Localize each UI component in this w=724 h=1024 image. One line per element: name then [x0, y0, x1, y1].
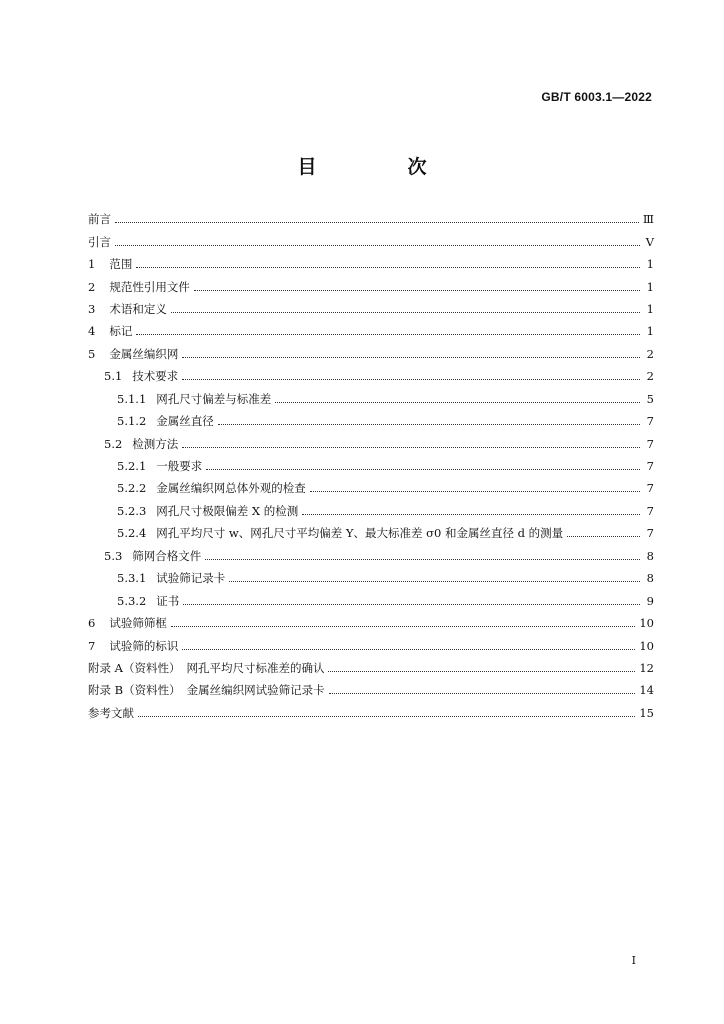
toc-entry-title: 证书 — [156, 593, 180, 608]
toc-entry-title: 试验筛记录卡 — [156, 571, 226, 586]
toc-entry-number: 5.2.2 — [117, 481, 147, 496]
leader-dots — [115, 221, 639, 223]
leader-dots — [182, 356, 640, 358]
toc-entry-page: 12 — [639, 660, 654, 675]
toc-entry-page: 7 — [646, 503, 654, 518]
toc-entry-introduction[interactable] — [88, 230, 654, 252]
toc-entry-title: 网孔平均尺寸 w、网孔尺寸平均偏差 Y、最大标准差 σ0 和金属丝直径 d 的测量 — [156, 526, 564, 541]
toc-entry-5-2-2[interactable] — [88, 477, 654, 499]
toc-entry-page: 14 — [639, 683, 654, 698]
toc-entry-page: 7 — [646, 481, 654, 496]
toc-entry-number: 7 — [88, 638, 96, 653]
toc-entry-number: 5.3.1 — [117, 571, 147, 586]
toc-entry-page: 8 — [646, 571, 654, 586]
leader-dots — [183, 603, 640, 605]
toc-entry-5-1[interactable] — [88, 365, 654, 387]
leader-dots — [205, 558, 640, 560]
leader-dots — [567, 535, 640, 537]
toc-entry-title: 试验筛筛框 — [109, 616, 167, 631]
toc-entry-title: 金属丝编织网总体外观的检查 — [156, 481, 306, 496]
toc-entry-title: 筛网合格文件 — [132, 548, 202, 563]
toc-entry-page: 10 — [639, 616, 654, 631]
leader-dots — [194, 289, 640, 291]
toc-entry-number: 5.2.3 — [117, 503, 147, 518]
leader-dots — [138, 715, 635, 717]
toc-entry-4[interactable] — [88, 320, 654, 342]
toc-entry-5-2-1[interactable] — [88, 455, 654, 477]
toc-entry-title: 网孔尺寸偏差与标准差 — [156, 391, 272, 406]
leader-dots — [136, 333, 640, 335]
toc-entry-number: 5.3 — [104, 548, 123, 563]
toc-entry-number: 2 — [88, 279, 96, 294]
toc-entry-title: 规范性引用文件 — [109, 279, 190, 294]
toc-entry-5-1-2[interactable] — [88, 410, 654, 432]
toc-entry-page: 2 — [646, 346, 654, 361]
leader-dots — [328, 670, 635, 672]
toc-entry-title: 网孔尺寸极限偏差 X 的检测 — [156, 503, 299, 518]
leader-dots — [182, 648, 635, 650]
leader-dots — [206, 468, 640, 470]
toc-entry-5-3-2[interactable] — [88, 589, 654, 611]
toc-entry-page: 7 — [646, 414, 654, 429]
toc-entry-number: 5.2.4 — [117, 526, 147, 541]
toc-entry-page: 7 — [646, 526, 654, 541]
toc-entry-title: 检测方法 — [132, 436, 179, 451]
leader-dots — [218, 423, 640, 425]
toc-entry-title: 试验筛的标识 — [109, 638, 179, 653]
toc-entry-number: 1 — [88, 257, 96, 272]
toc-entry-number: 5 — [88, 346, 96, 361]
toc-entry-number: 5.2 — [104, 436, 123, 451]
toc-entry-title: 一般要求 — [156, 459, 203, 474]
toc-entry-title: 金属丝编织网试验筛记录卡 — [186, 683, 325, 698]
toc-entry-page: Ⅴ — [645, 234, 654, 249]
toc-entry-annex-a[interactable] — [88, 657, 654, 679]
toc-entry-5-3-1[interactable] — [88, 567, 654, 589]
toc-entry-3[interactable] — [88, 298, 654, 320]
toc-entry-title: 网孔平均尺寸标准差的确认 — [186, 660, 325, 675]
toc-entry-5-2[interactable] — [88, 432, 654, 454]
toc-entry-number: 5.3.2 — [117, 593, 147, 608]
standard-code: GB/T 6003.1—2022 — [541, 90, 652, 104]
toc-entry-title: 技术要求 — [132, 369, 179, 384]
toc-entry-title: 范围 — [109, 257, 133, 272]
toc-entry-5-2-4[interactable] — [88, 522, 654, 544]
toc-entry-5-2-3[interactable] — [88, 500, 654, 522]
toc-entry-2[interactable] — [88, 275, 654, 297]
table-of-contents — [88, 208, 654, 724]
leader-dots — [182, 446, 640, 448]
toc-entry-page: 1 — [646, 301, 654, 316]
toc-entry-page: 1 — [646, 324, 654, 339]
toc-entry-title: 参考文献 — [88, 705, 134, 720]
toc-entry-page: 8 — [646, 548, 654, 563]
toc-entry-number: 3 — [88, 301, 96, 316]
toc-entry-number: 4 — [88, 324, 96, 339]
leader-dots — [302, 513, 640, 515]
toc-entry-foreword[interactable] — [88, 208, 654, 230]
leader-dots — [275, 401, 640, 403]
toc-entry-page: 9 — [646, 593, 654, 608]
toc-entry-number: 5.2.1 — [117, 459, 147, 474]
page-number: I — [631, 954, 636, 967]
toc-entry-page: 5 — [646, 391, 654, 406]
toc-entry-number: 附录 A（资料性） — [88, 660, 181, 675]
toc-entry-title: 术语和定义 — [109, 301, 167, 316]
toc-entry-bibliography[interactable] — [88, 702, 654, 724]
toc-entry-5[interactable] — [88, 343, 654, 365]
toc-entry-number: 5.1 — [104, 369, 123, 384]
toc-entry-page: 1 — [646, 257, 654, 272]
leader-dots — [229, 580, 640, 582]
toc-entry-annex-b[interactable] — [88, 679, 654, 701]
leader-dots — [182, 378, 640, 380]
toc-entry-6[interactable] — [88, 612, 654, 634]
leader-dots — [115, 244, 640, 246]
toc-entry-title: 金属丝编织网 — [109, 346, 179, 361]
toc-entry-number: 6 — [88, 616, 96, 631]
toc-entry-title: 金属丝直径 — [156, 414, 214, 429]
leader-dots — [171, 311, 640, 313]
toc-entry-page: 15 — [639, 705, 654, 720]
toc-entry-title: 前言 — [88, 212, 111, 227]
toc-entry-7[interactable] — [88, 634, 654, 656]
toc-entry-number: 5.1.2 — [117, 414, 147, 429]
toc-entry-page: 7 — [646, 459, 654, 474]
toc-entry-1[interactable] — [88, 253, 654, 275]
toc-entry-5-3[interactable] — [88, 545, 654, 567]
toc-entry-page: 1 — [646, 279, 654, 294]
toc-entry-page: 7 — [646, 436, 654, 451]
toc-entry-page: 10 — [639, 638, 654, 653]
leader-dots — [329, 692, 636, 694]
leader-dots — [136, 266, 640, 268]
toc-entry-title: 标记 — [109, 324, 133, 339]
toc-entry-number: 5.1.1 — [117, 391, 147, 406]
toc-entry-title: 引言 — [88, 234, 111, 249]
leader-dots — [310, 490, 640, 492]
leader-dots — [171, 625, 636, 627]
toc-entry-number: 附录 B（资料性） — [88, 683, 181, 698]
toc-entry-page: 2 — [646, 369, 654, 384]
toc-entry-5-1-1[interactable] — [88, 388, 654, 410]
toc-title: 目 次 — [297, 156, 463, 178]
toc-entry-page: Ⅲ — [642, 212, 654, 227]
